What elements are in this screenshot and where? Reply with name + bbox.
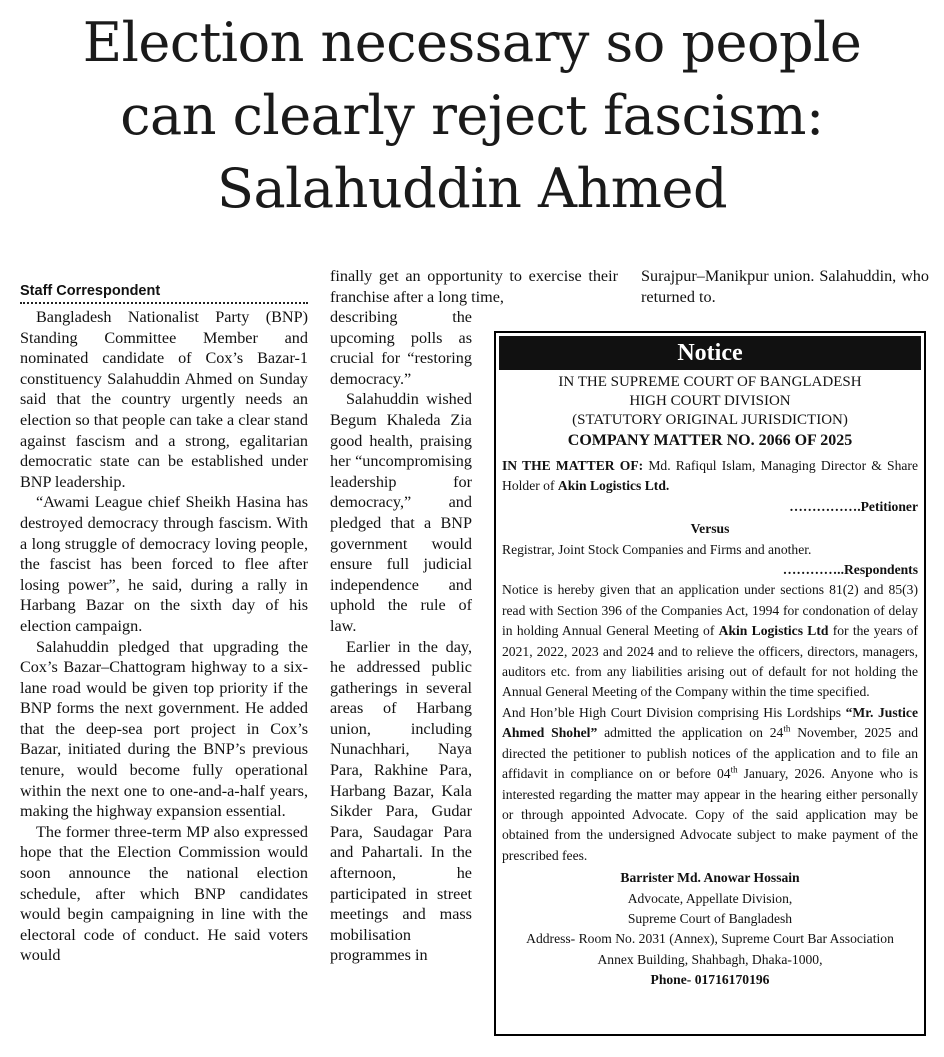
notice-text: admitted the application on 24: [597, 725, 784, 741]
address-line-1: Address- Room No. 2031 (Annex), Supreme Court Bar Association: [526, 931, 894, 947]
respondents-label: …………..Respondents: [782, 562, 918, 578]
notice-paragraph-1: [502, 580, 918, 702]
legal-notice-box: [494, 331, 926, 1036]
article-column-3: [641, 266, 929, 307]
respondent-name: Registrar, Joint Stock Companies and Firms and another.: [502, 541, 812, 557]
article-paragraph: Salahuddin wished Begum Khaleda Zia good health, praising her “uncompromising leadership for democracy,” and pledged that a BNP government would ensure full judicial independence and uphold the rule of law.: [330, 390, 472, 635]
ordinal-suffix: th: [730, 764, 738, 775]
petitioner-label: …………….Petitioner: [789, 498, 918, 514]
article-paragraph: Salahuddin pledged that upgrading the Cox’s Bazar–Chattogram highway to a six-lane road would be given top priority if the BNP forms the next government. He added that the deep-sea port project in Cox’s Bazar, initiated during the BNP’s previous tenure, would become fully operational within the next one to one-and-a-half years, making the highway expansion essential.: [20, 637, 308, 821]
company-matter-number: COMPANY MATTER NO. 2066 OF 2025: [567, 432, 853, 449]
byline: Staff Correspondent: [20, 282, 308, 304]
signer-court: Supreme Court of Bangladesh: [627, 910, 793, 926]
headline: [0, 6, 944, 225]
article-paragraph: “Awami League chief Sheikh Hasina has destroyed democracy through fascism. With a long struggle of democracy loving people, the fascist has been forced to flee after losing power”, he said, during a rally in Harbang Bazar on the sixth day of his election campaign.: [20, 493, 308, 635]
address-line-2: Annex Building, Shahbagh, Dhaka-1000,: [597, 951, 823, 967]
court-jurisdiction: (STATUTORY ORIGINAL JURISDICTION): [572, 412, 848, 428]
court-division: HIGH COURT DIVISION: [629, 393, 791, 409]
headline-line-2: can clearly reject fascism:: [120, 84, 824, 147]
signer-title: Advocate, Appellate Division,: [627, 890, 793, 906]
notice-text: for the years of 2021, 2022, 2023 and 2024 and to relieve the officers, directors, managers, auditors etc. from any liabilities arising out of default for not holding the Annual General Meeting of the Company within the time specified.: [502, 623, 918, 700]
in-the-matter-of: [502, 456, 918, 497]
article-column-2: [330, 307, 472, 966]
notice-text: And Hon’ble High Court Division comprising His Lordships: [502, 704, 846, 720]
company-name: Akin Logistics Ltd.: [557, 478, 670, 494]
article-paragraph: describing the upcoming polls as crucial for “restoring democracy.”: [330, 308, 472, 388]
notice-body: [496, 373, 924, 991]
notice-text: Notice is hereby given that an application under sections 81(2) and 85(3) read with Section 396 of the Companies Act, 1994 for condonation of delay in holding Annual General Meeting of: [502, 582, 918, 639]
in-the-matter-text: Md. Rafiqul Islam, Managing Director & Share Holder of: [502, 458, 918, 494]
judge-name: “Mr. Justice Ahmed Shohel”: [502, 704, 918, 741]
ordinal-suffix: th: [783, 723, 791, 734]
headline-line-1: Election necessary so people: [82, 11, 862, 74]
notice-text: November, 2025 and directed the petitioner to publish notices of the application and to file an affidavit in compliance on or before 04: [502, 725, 918, 782]
notice-heading: Notice: [499, 336, 921, 370]
article-paragraph: Bangladesh Nationalist Party (BNP) Standing Committee Member and nominated candidate of Cox’s Bazar-1 constituency Salahuddin Ahmed on Sunday said that the country urgently needs an election so that people can take a clear stand against fascism and a strong, egalitarian democratic state can be established under BNP leadership.: [20, 308, 308, 491]
notice-paragraph-2: [502, 703, 918, 866]
article-paragraph: The former three-term MP also expressed hope that the Election Commission would soon announce the national election schedule, after which BNP candidates would begin campaigning in line with the electoral code of conduct. He said voters would: [20, 822, 308, 965]
article-paragraph: Surajpur–Manikpur union. Salahuddin, who returned to.: [641, 267, 929, 306]
company-name-bold: Akin Logistics Ltd: [718, 623, 829, 639]
signer-name: Barrister Md. Anowar Hossain: [620, 870, 800, 886]
article-paragraph: finally get an opportunity to exercise their franchise after a long time,: [330, 267, 618, 306]
article-paragraph: Earlier in the day, he addressed public gatherings in several areas of Harbang union, including Nunachhari, Naya Para, Rakhine Para, Harbang Bazar, Kala Sikder Para, Gudar Para, Saudagar Para and Pahartali. In the afternoon, he participated in street meetings and mass mobilisation programmes in: [330, 637, 472, 965]
headline-line-3: Salahuddin Ahmed: [216, 157, 728, 220]
article-column-1: [20, 282, 308, 966]
article-column-2-top: [330, 266, 618, 307]
versus-label: Versus: [690, 521, 730, 537]
notice-text: January, 2026. Anyone who is interested regarding the matter may appear in the hearing either personally or through appointed Advocate. Copy of the said application may be obtained from the undersigned Advocate subject to make payment of the prescribed fees.: [502, 766, 918, 863]
court-name: IN THE SUPREME COURT OF BANGLADESH: [558, 374, 862, 390]
in-the-matter-label: IN THE MATTER OF:: [502, 458, 644, 473]
phone-number: Phone- 01716170196: [650, 972, 770, 988]
